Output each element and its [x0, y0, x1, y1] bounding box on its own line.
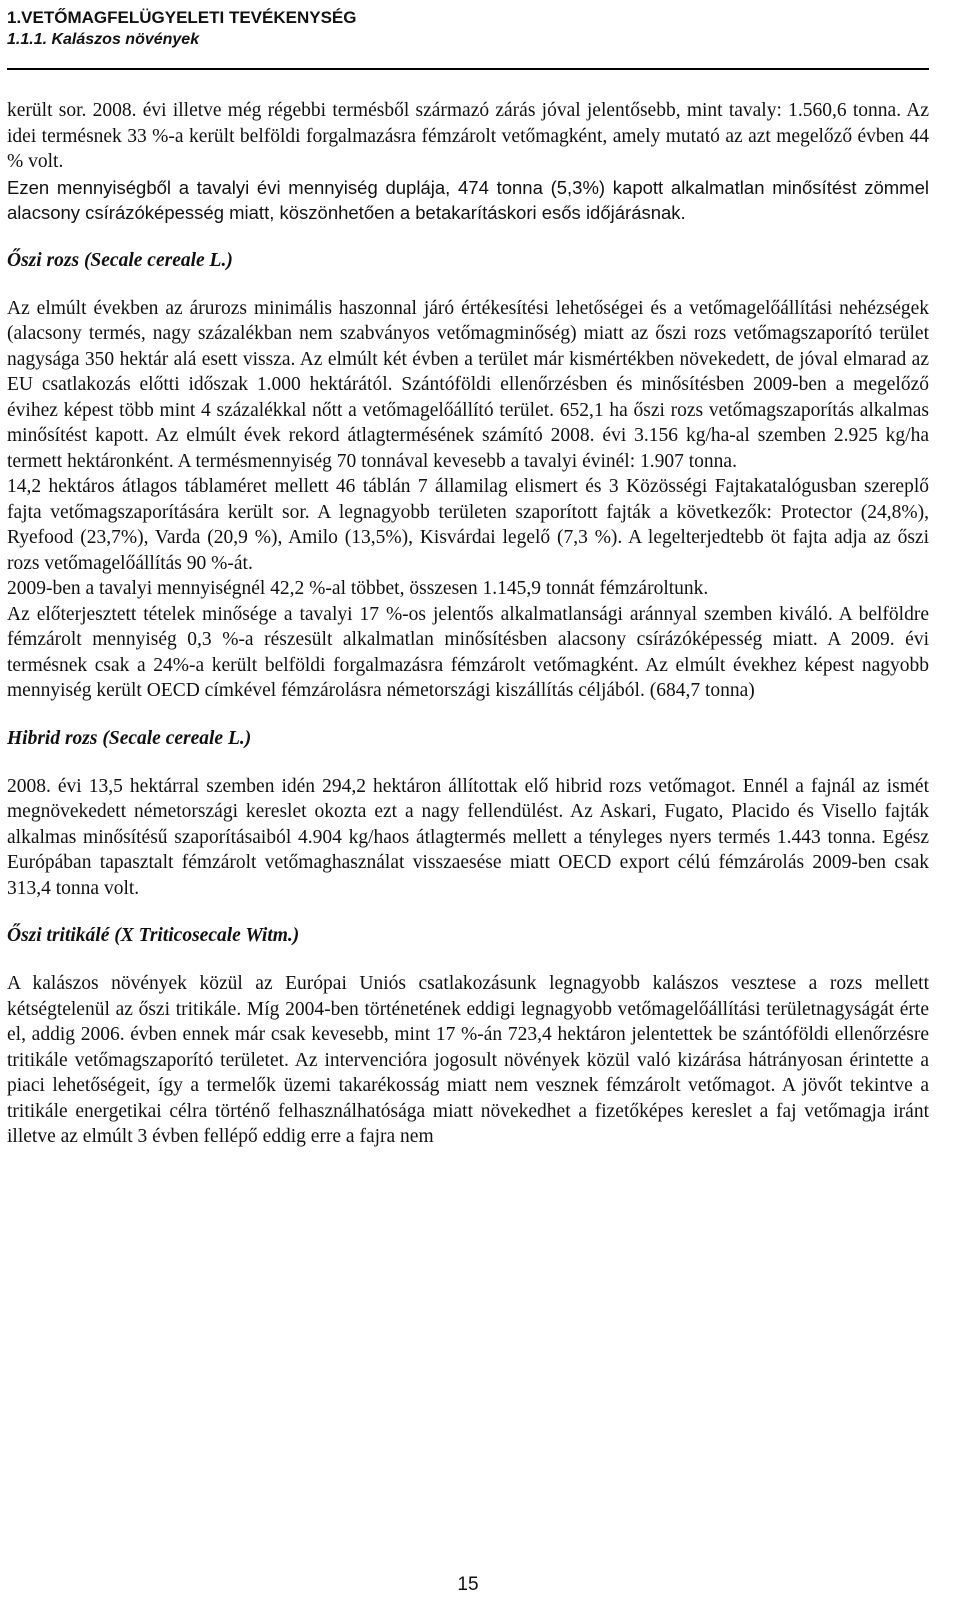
- section-oszi-rozs: [7, 248, 929, 704]
- body-text: [7, 98, 929, 1150]
- document-page: [7, 0, 929, 1617]
- paragraph: 14,2 hektáros átlagos táblaméret mellett 46 táblán 7 államilag elismert és 3 Közösségi Fajtakatalógusban szereplő fajta vetőmagszaporítására került sor. A legnagyobb területen szaporított fajták a következők: Protector (24,8%), Ryefood (23,7%), Varda (20,9 %), Amilo (13,5%), Kisvárdai legelő (7,3 %). A legelterjedtebb öt fajta adja az őszi rozs vetőmagelőállítás 90 %-át.: [7, 476, 929, 574]
- paragraph: Az előterjesztett tételek minősége a tavalyi 17 %-os jelentős alkalmatlansági aránnyal szemben kiváló. A belföldre fémzárolt mennyiség 0,3 %-a részesült alkalmatlan minősítésben alacsony csírázóképesség miatt. A 2009. évi termésnek csak a 24%-a került belföldi forgalmazásra fémzárolt vetőmagként. Az elmúlt évekhez képest nagyobb mennyiség került OECD címkével fémzárolásra németországi kiszállítás céljából. (684,7 tonna): [7, 603, 929, 701]
- section-heading: Hibrid rozs (Secale cereale L.): [7, 727, 252, 749]
- paragraph: 2009-ben a tavalyi mennyiségnél 42,2 %-al többet, összesen 1.145,9 tonnát fémzároltunk.: [7, 578, 709, 599]
- section-subtitle: 1.1.1. Kalászos növények: [7, 31, 200, 48]
- paragraph: A kalászos növények közül az Európai Uniós csatlakozásunk legnagyobb kalászos vesztese a rozs mellett kétségtelenül az őszi tritikále. Míg 2004-ben történetének eddigi legnagyobb vetőmagelőállítási területnagyságát érte el, addig 2006. évben ennek már csak kevesebb, mint 17 %-án 723,4 hektáron jelentettek be szántóföldi ellenőrzésre tritikále vetőmagszaporító területet. Az intervencióra jogosult növények közül való kizárása hátrányosan érintette a piaci lehetőségeit, így a termelők üzemi takarékosság miatt nem vesznek fémzárolt vetőmagot. A jövőt tekintve a tritikále energetikai célra történő felhasználhatósága miatt növekedhet a fizetőképes kereslet a faj vetőmagja iránt illetve az elmúlt 3 évben fellépő eddig erre a fajra nem: [7, 973, 929, 1147]
- page-number: 15: [457, 1574, 479, 1595]
- paragraph: Az elmúlt években az árurozs minimális haszonnal járó értékesítési lehetőségei és a vetőmagelőállítási nehézségek (alacsony termés, nagy százalékban nem szabványos vetőmagminőség) miatt az őszi rozs vetőmagszaporító terület nagysága 350 hektár alá esett vissza. Az elmúlt két évben a terület már kismértékben növekedett, de jóval elmarad az EU csatlakozás előtti időszak 1.000 hektárától. Szántóföldi ellenőrzésben és minősítésben 2009-ben a megelőző évihez képest több mint 4 százalékkal nőtt a vetőmagelőállító terület. 652,1 ha őszi rozs vetőmagszaporítás alkalmas minősítést kapott. Az elmúlt évek rekord átlagtermésének számító 2008. évi 3.156 kg/ha-al szemben 2.925 kg/ha termett hektáronként. A termésmennyiség 70 tonnával kevesebb a tavalyi évinél: 1.907 tonna.: [7, 297, 929, 472]
- section-oszi-tritikale: [7, 923, 929, 1150]
- section-hibrid-rozs: [7, 726, 929, 902]
- paragraph: 2008. évi 13,5 hektárral szemben idén 294,2 hektáron állítottak elő hibrid rozs vetőmagot. Ennél a fajnál az ismét megnövekedett németországi kereslet okozta ezt a nagy fellendülést. Az Askari, Fugato, Placido és Visello fajták alkalmas minősítésű szaporításaiból 4.904 kg/haos átlagtermés mellett a tényleges nyers termés 1.443 tonna. Egész Európában tapasztalt fémzárolt vetőmaghasználat visszaesése miatt OECD export célú fémzárolás 2009-ben csak 313,4 tonna volt.: [7, 775, 929, 899]
- section-heading: Őszi rozs (Secale cereale L.): [7, 249, 233, 271]
- section-heading: Őszi tritikálé (X Triticosecale Witm.): [7, 925, 300, 946]
- running-header: [7, 6, 929, 51]
- intro-paragraph-2: Ezen mennyiségből a tavalyi évi mennyiség duplája, 474 tonna (5,3%) kapott alkalmatlan minősítést zömmel alacsony csírázóképesség miatt, köszönhetően a betakarításkori esős időjárásnak.: [7, 176, 929, 223]
- header-rule: [7, 68, 929, 70]
- chapter-title: 1.VETŐMAGFELÜGYELETI TEVÉKENYSÉG: [7, 8, 357, 27]
- intro-paragraph-1: került sor. 2008. évi illetve még régebbi termésből származó zárás jóval jelentősebb, mint tavaly: 1.560,6 tonna. Az idei termésnek 33 %-a került belföldi forgalmazásra fémzárolt vetőmagként, amely mutató az azt megelőző évben 44 % volt.: [7, 100, 929, 172]
